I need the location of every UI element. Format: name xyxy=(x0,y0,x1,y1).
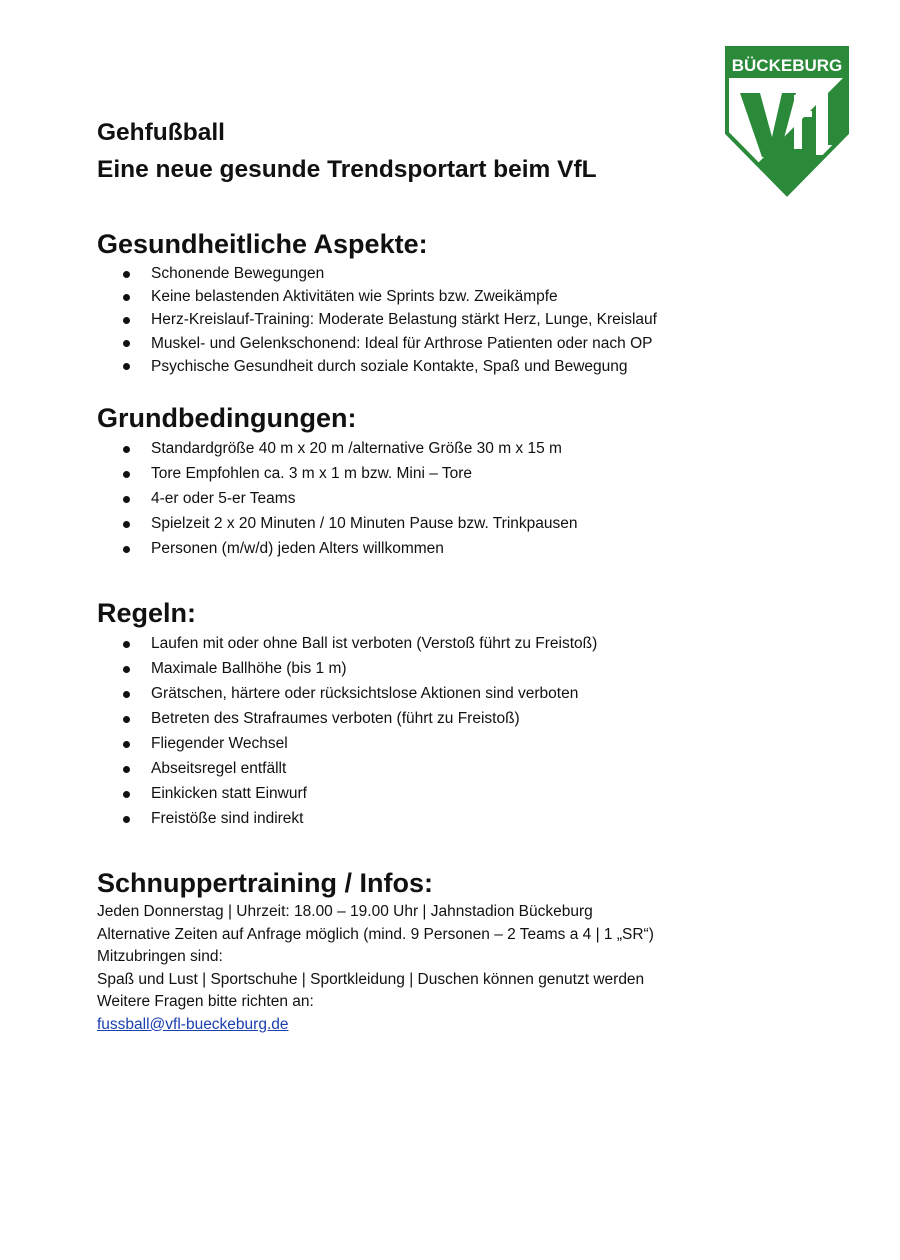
email-link[interactable]: fussball@vfl-bueckeburg.de xyxy=(97,1015,289,1033)
list-item: Abseitsregel entfällt xyxy=(97,756,597,781)
health-heading: Gesundheitliche Aspekte: xyxy=(97,229,428,259)
info-line: Jeden Donnerstag | Uhrzeit: 18.00 – 19.00 Uhr | Jahnstadion Bückeburg xyxy=(97,903,593,920)
info-line: Spaß und Lust | Sportschuhe | Sportkleidung | Duschen können genutzt werden xyxy=(97,970,645,988)
bullet-icon xyxy=(123,471,130,478)
info-line: Alternative Zeiten auf Anfrage möglich (mind. 9 Personen – 2 Teams a 4 | 1 „SR“) xyxy=(97,925,654,943)
bullet-icon xyxy=(123,816,130,823)
info-body xyxy=(97,901,654,1036)
info-line: Mitzubringen sind: xyxy=(97,948,223,965)
bullet-icon xyxy=(123,766,130,773)
rules-heading: Regeln: xyxy=(97,598,197,628)
bullet-icon xyxy=(123,340,130,347)
bullet-icon xyxy=(123,546,130,553)
info-heading: Schnuppertraining / Infos: xyxy=(97,868,433,898)
bullet-icon xyxy=(123,317,130,324)
list-item: Psychische Gesundheit durch soziale Kontakte, Spaß und Bewegung xyxy=(97,355,657,378)
basics-heading: Grundbedingungen: xyxy=(97,403,357,433)
list-item: Personen (m/w/d) jeden Alters willkommen xyxy=(97,536,578,561)
bullet-icon xyxy=(123,791,130,798)
list-item: Spielzeit 2 x 20 Minuten / 10 Minuten Pause bzw. Trinkpausen xyxy=(97,511,578,536)
bullet-icon xyxy=(123,446,130,453)
bullet-icon xyxy=(123,521,130,528)
list-item: Tore Empfohlen ca. 3 m x 1 m bzw. Mini – Tore xyxy=(97,461,578,486)
info-section xyxy=(97,867,654,1036)
page-title: Gehfußball xyxy=(97,119,225,146)
rules-list xyxy=(97,631,597,831)
bullet-icon xyxy=(123,741,130,748)
bullet-icon xyxy=(123,716,130,723)
bullet-icon xyxy=(123,666,130,673)
list-item: Maximale Ballhöhe (bis 1 m) xyxy=(97,656,597,681)
list-item: Keine belastenden Aktivitäten wie Sprints bzw. Zweikämpfe xyxy=(97,285,657,308)
info-line: Weitere Fragen bitte richten an: xyxy=(97,993,314,1010)
list-item: Einkicken statt Einwurf xyxy=(97,781,597,806)
vfl-bueckeburg-logo xyxy=(724,45,850,197)
page-subtitle: Eine neue gesunde Trendsportart beim VfL xyxy=(97,156,597,183)
logo-top-text: BÜCKEBURG xyxy=(731,56,843,75)
list-item: Schonende Bewegungen xyxy=(97,262,657,285)
bullet-icon xyxy=(123,294,130,301)
list-item: Fliegender Wechsel xyxy=(97,731,597,756)
list-item: Laufen mit oder ohne Ball ist verboten (Verstoß führt zu Freistoß) xyxy=(97,631,597,656)
bullet-icon xyxy=(123,641,130,648)
list-item: Betreten des Strafraumes verboten (führt zu Freistoß) xyxy=(97,706,597,731)
list-item: Freistöße sind indirekt xyxy=(97,806,597,831)
list-item: 4-er oder 5-er Teams xyxy=(97,486,578,511)
rules-section xyxy=(97,597,597,831)
list-item: Herz-Kreislauf-Training: Moderate Belastung stärkt Herz, Lunge, Kreislauf xyxy=(97,308,657,331)
health-section xyxy=(97,228,657,378)
bullet-icon xyxy=(123,691,130,698)
basics-list xyxy=(97,436,578,561)
basics-section xyxy=(97,402,578,561)
bullet-icon xyxy=(123,363,130,370)
health-list xyxy=(97,262,657,378)
bullet-icon xyxy=(123,271,130,278)
title-block xyxy=(97,114,597,188)
bullet-icon xyxy=(123,496,130,503)
list-item: Muskel- und Gelenkschonend: Ideal für Arthrose Patienten oder nach OP xyxy=(97,332,657,355)
list-item: Standardgröße 40 m x 20 m /alternative Größe 30 m x 15 m xyxy=(97,436,578,461)
list-item: Grätschen, härtere oder rücksichtslose Aktionen sind verboten xyxy=(97,681,597,706)
